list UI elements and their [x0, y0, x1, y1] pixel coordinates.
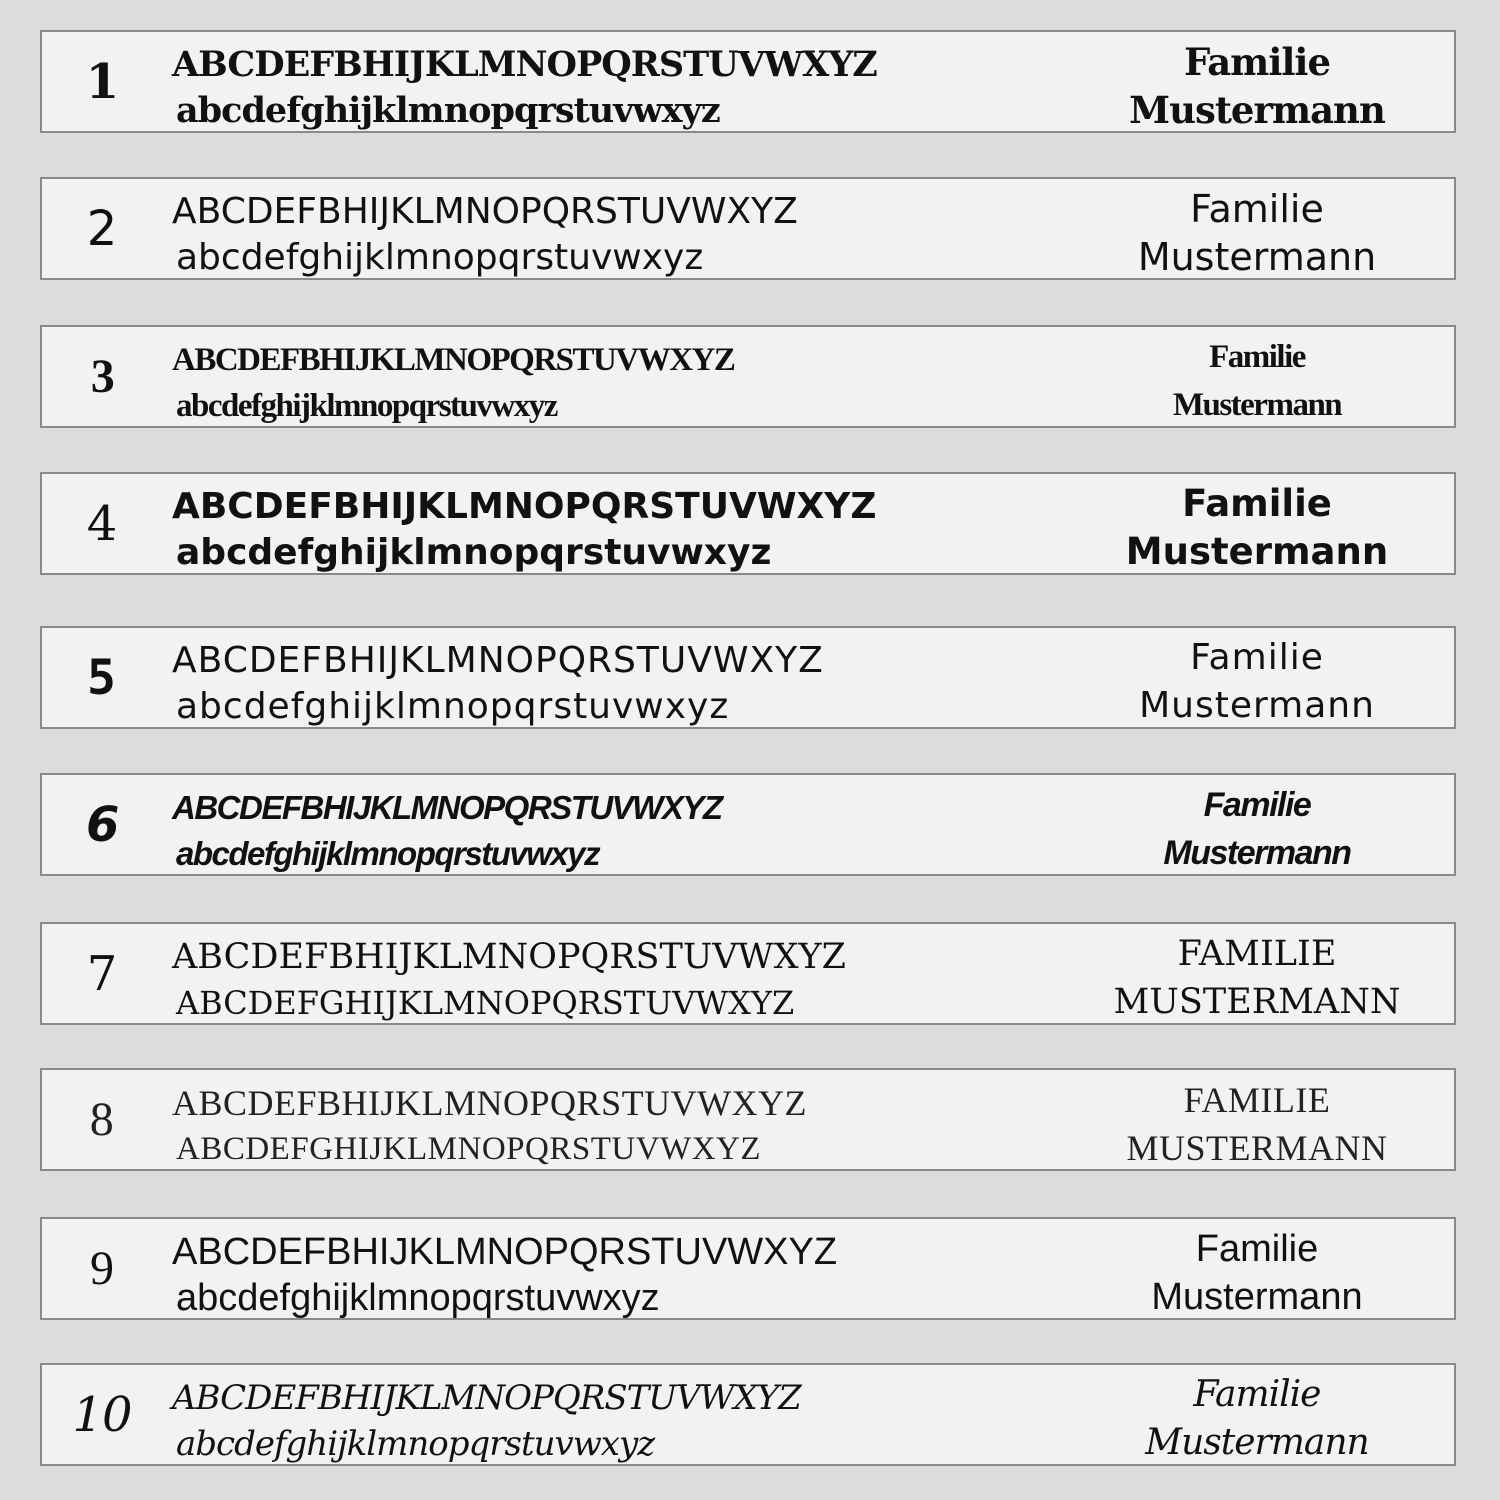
row-number: 2 — [86, 200, 118, 257]
name-line-1: Familie — [1190, 637, 1324, 678]
lowercase-alphabet: abcdefghijklmnopqrstuvwxyz — [176, 532, 772, 573]
alphabet-sample — [172, 638, 1072, 730]
name-line-2: Mustermann — [1137, 235, 1377, 279]
name-line-1: Familie — [1203, 786, 1311, 824]
row-number: 9 — [90, 1241, 114, 1295]
font-sample-row-3 — [40, 325, 1456, 428]
row-number: 1 — [85, 53, 119, 110]
row-number: 7 — [86, 945, 118, 1002]
font-sample-row-4 — [40, 472, 1456, 575]
uppercase-alphabet: ABCDEFBHIJKLMNOPQRSTUVWXYZ — [172, 44, 877, 85]
small-caps-alphabet: ABCDEFGHIJKLMNOPQRSTUVWXYZ — [176, 1131, 762, 1167]
lowercase-alphabet: abcdefghijklmnopqrstuvwxyz — [176, 388, 557, 424]
row-number: 5 — [87, 649, 117, 706]
name-sample — [1102, 781, 1412, 877]
font-sample-row-6 — [40, 773, 1456, 876]
font-sample-row-1 — [40, 30, 1456, 133]
name-line-2: Mustermann — [1145, 1422, 1369, 1463]
name-line-1: Familie — [1183, 40, 1331, 84]
name-line-2: Mustermann — [1125, 530, 1389, 573]
row-number: 10 — [72, 1386, 132, 1443]
name-sample — [1102, 480, 1412, 576]
lowercase-alphabet: abcdefghijklmnopqrstuvwxyz — [176, 1277, 660, 1319]
uppercase-alphabet: ABCDEFBHIJKLMNOPQRSTUVWXYZ — [172, 1231, 838, 1273]
lowercase-alphabet: abcdefghijklmnopqrstuvwxyz — [176, 686, 730, 727]
lowercase-alphabet: abcdefghijklmnopqrstuvwxyz — [176, 835, 600, 872]
font-sample-row-5 — [40, 626, 1456, 729]
row-number: 8 — [89, 1092, 115, 1146]
alphabet-sample — [172, 189, 1072, 281]
font-sample-row-2 — [40, 177, 1456, 280]
name-line-2: Mustermann — [1151, 1276, 1363, 1318]
alphabet-sample — [172, 934, 1072, 1026]
name-sample — [1102, 333, 1412, 429]
uppercase-alphabet: ABCDEFBHIJKLMNOPQRSTUVWXYZ — [172, 191, 798, 232]
uppercase-alphabet: ABCDEFBHIJKLMNOPQRSTUVWXYZ — [172, 640, 824, 681]
alphabet-sample — [172, 337, 1072, 429]
name-line-1: FAMILIE — [1177, 934, 1337, 974]
name-line-1: Familie — [1209, 339, 1305, 375]
name-line-2: Mustermann — [1172, 387, 1342, 423]
name-line-1: FAMILIE — [1183, 1080, 1331, 1120]
row-number: 4 — [86, 495, 118, 552]
font-sample-row-10 — [40, 1363, 1456, 1466]
lowercase-alphabet: abcdefghijklmnopqrstuvwxyz — [176, 237, 704, 278]
name-sample — [1102, 185, 1412, 281]
uppercase-alphabet: ABCDEFBHIJKLMNOPQRSTUVWXYZ — [172, 937, 846, 977]
uppercase-alphabet: ABCDEFBHIJKLMNOPQRSTUVWXYZ — [172, 486, 877, 527]
row-number: 3 — [90, 349, 114, 403]
name-line-1: Familie — [1193, 1374, 1321, 1415]
name-sample — [1102, 634, 1412, 730]
name-line-2: Mustermann — [1139, 685, 1375, 726]
name-sample — [1102, 1225, 1412, 1321]
alphabet-sample — [172, 1080, 1072, 1172]
name-line-2: Mustermann — [1129, 88, 1385, 132]
alphabet-sample — [172, 1229, 1072, 1321]
uppercase-alphabet: ABCDEFBHIJKLMNOPQRSTUVWXYZ — [172, 1378, 801, 1418]
row-number: 6 — [86, 796, 118, 853]
font-sample-row-8 — [40, 1068, 1456, 1171]
uppercase-alphabet: ABCDEFBHIJKLMNOPQRSTUVWXYZ — [172, 789, 722, 826]
alphabet-sample — [172, 42, 1072, 134]
alphabet-sample — [172, 484, 1072, 576]
lowercase-alphabet: abcdefghijklmnopqrstuvwxyz — [176, 1424, 655, 1464]
name-line-2: MUSTERMANN — [1126, 1128, 1388, 1168]
name-sample — [1102, 1076, 1412, 1172]
alphabet-sample — [172, 1375, 1072, 1467]
name-line-1: Familie — [1195, 1228, 1319, 1270]
uppercase-alphabet: ABCDEFBHIJKLMNOPQRSTUVWXYZ — [172, 342, 735, 378]
name-line-2: Mustermann — [1163, 834, 1351, 872]
name-sample — [1102, 1371, 1412, 1467]
name-sample — [1102, 38, 1412, 134]
name-line-2: MUSTERMANN — [1113, 982, 1401, 1022]
name-line-1: Familie — [1182, 482, 1332, 525]
name-line-1: Familie — [1190, 187, 1324, 231]
small-caps-alphabet: ABCDEFGHIJKLMNOPQRSTUVWXYZ — [176, 984, 795, 1022]
uppercase-alphabet: ABCDEFBHIJKLMNOPQRSTUVWXYZ — [172, 1083, 808, 1123]
font-sample-row-9 — [40, 1217, 1456, 1320]
lowercase-alphabet: abcdefghijklmnopqrstuvwxyz — [176, 90, 720, 131]
font-sample-row-7 — [40, 922, 1456, 1025]
name-sample — [1102, 930, 1412, 1026]
alphabet-sample — [172, 785, 1072, 877]
